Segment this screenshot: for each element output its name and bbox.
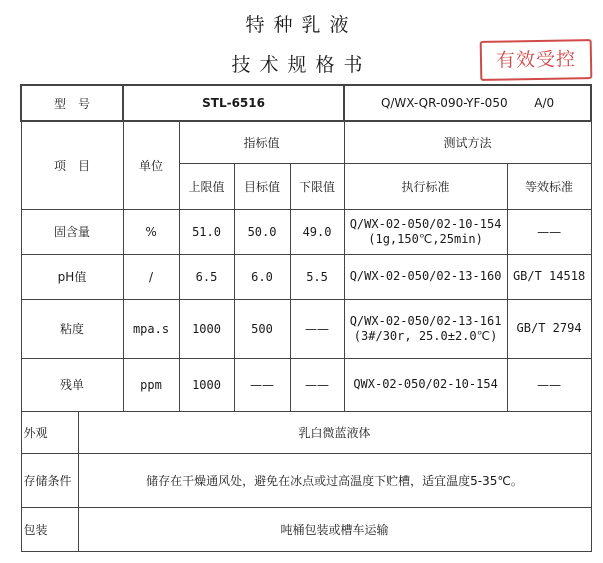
row-upper: 51.0 — [179, 209, 234, 254]
doc-number: Q/WX-QR-090-YF-050 — [380, 96, 508, 110]
row-upper: 1000 — [179, 358, 234, 411]
row-lower: 5.5 — [290, 254, 344, 299]
appearance-value: 乳白微蓝液体 — [78, 411, 591, 453]
row-unit: / — [123, 254, 179, 299]
col-target: 目标值 — [234, 163, 290, 209]
row-standard — [344, 209, 507, 254]
table-row — [21, 358, 591, 411]
row-equivalent: GB/T 14518 — [507, 254, 591, 299]
packaging-value: 吨桶包装或槽车运输 — [78, 507, 591, 551]
col-standard: 执行标准 — [344, 163, 507, 209]
row-standard-line2: (3#/30r, 25.0±2.0℃) — [353, 328, 498, 343]
storage-label: 存储条件 — [21, 453, 78, 507]
row-upper: 1000 — [179, 299, 234, 358]
row-unit: mpa.s — [123, 299, 179, 358]
controlled-stamp: 有效受控 — [480, 39, 593, 81]
appearance-label: 外观 — [21, 411, 78, 453]
col-spec-group: 指标值 — [179, 121, 344, 163]
row-standard-line1: Q/WX-02-050/02-13-161 — [349, 313, 502, 328]
row-target: 500 — [234, 299, 290, 358]
row-standard: Q/WX-02-050/02-13-160 — [344, 254, 507, 299]
appearance-row — [21, 411, 591, 453]
row-item: 固含量 — [21, 209, 123, 254]
storage-value: 储存在干燥通风处，避免在冰点或过高温度下贮槽，适宜温度5-35℃。 — [78, 453, 591, 507]
row-equivalent: —— — [507, 358, 591, 411]
doc-number-cell — [344, 85, 591, 121]
col-unit: 单位 — [123, 121, 179, 209]
col-lower: 下限值 — [290, 163, 344, 209]
row-lower: —— — [290, 299, 344, 358]
doc-version: A/0 — [534, 96, 555, 110]
spec-table — [20, 84, 592, 552]
packaging-label: 包装 — [21, 507, 78, 551]
row-standard-line2: (1g,150℃,25min) — [368, 231, 483, 246]
col-test-group: 测试方法 — [344, 121, 591, 163]
model-label: 型 号 — [21, 85, 123, 121]
row-equivalent: —— — [507, 209, 591, 254]
model-value: STL-6516 — [123, 85, 344, 121]
row-target: 6.0 — [234, 254, 290, 299]
row-target: 50.0 — [234, 209, 290, 254]
row-item: pH值 — [21, 254, 123, 299]
table-row — [21, 254, 591, 299]
table-row — [21, 209, 591, 254]
row-item: 残单 — [21, 358, 123, 411]
row-standard: QWX-02-050/02-10-154 — [344, 358, 507, 411]
col-equivalent: 等效标准 — [507, 163, 591, 209]
document-subtitle: 技术规格书 — [231, 54, 372, 76]
col-item: 项 目 — [21, 121, 123, 209]
document-title: 特种乳液 — [245, 14, 358, 36]
row-standard-line1: Q/WX-02-050/02-10-154 — [349, 216, 502, 231]
row-standard — [344, 299, 507, 358]
column-group-row — [21, 121, 591, 163]
row-unit: % — [123, 209, 179, 254]
row-target: —— — [234, 358, 290, 411]
row-lower: 49.0 — [290, 209, 344, 254]
packaging-row — [21, 507, 591, 551]
row-equivalent: GB/T 2794 — [507, 299, 591, 358]
row-upper: 6.5 — [179, 254, 234, 299]
row-unit: ppm — [123, 358, 179, 411]
header-row — [21, 85, 591, 121]
row-item: 粘度 — [21, 299, 123, 358]
table-row — [21, 299, 591, 358]
storage-row — [21, 453, 591, 507]
row-lower: —— — [290, 358, 344, 411]
col-upper: 上限值 — [179, 163, 234, 209]
